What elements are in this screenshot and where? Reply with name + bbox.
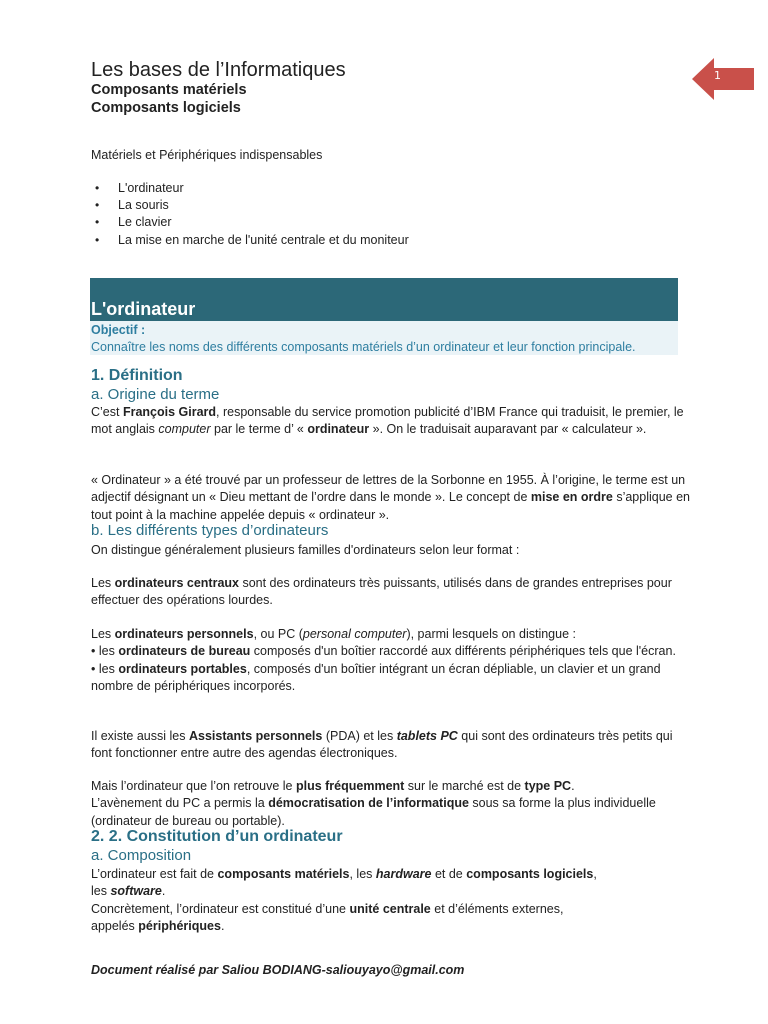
paragraph-types-3: Les ordinateurs personnels, ou PC (personal computer), parmi lesquels on distingue : • les ordinateurs de bureau composés d'un boîtier raccordé aux différents périphériques tels que l'écran. • les ordinateurs portables, composés d'un boîtier intégrant un écran dépliable, un clavier et un grand nombre de périphériques incorporés. (91, 627, 676, 693)
footer-credit: Document réalisé par Saliou BODIANG-saliouyayo@gmail.com (91, 963, 465, 977)
list-item: • L'ordinateur (91, 180, 409, 197)
bullet-list (91, 180, 409, 249)
heading-types: b. Les différents types d’ordinateurs (91, 522, 329, 539)
list-item: • La mise en marche de l'unité centrale et du moniteur (91, 232, 409, 249)
page-number: 1 (714, 69, 721, 82)
paragraph-types-5: Mais l’ordinateur que l’on retrouve le plus fréquemment sur le marché est de type PC. L’avènement du PC a permis la démocratisation de l’informatique sous sa forme la plus individuelle (ordinateur de bureau ou portable). (91, 779, 656, 828)
list-item: • Le clavier (91, 214, 409, 231)
document-title: Les bases de l’Informatiques (91, 59, 346, 81)
list-item: • La souris (91, 197, 409, 214)
paragraph-origine-2: « Ordinateur » a été trouvé par un professeur de lettres de la Sorbonne en 1955. À l’origine, le terme est un adjectif désignant un « Dieu mettant de l’ordre dans le monde ». Le concept de mise en ordre s’applique en tout point à la machine appelée depuis « ordinateur ». (91, 473, 691, 522)
section-title: L'ordinateur (91, 299, 196, 319)
paragraph-types-4: Il existe aussi les Assistants personnels (PDA) et les tablets PC qui sont des ordinateurs très petits qui font fonctionner entre autre des agendas électroniques. (91, 729, 673, 761)
intro-heading: Matériels et Périphériques indispensables (91, 148, 323, 162)
heading-constitution: 2. 2. Constitution d’un ordinateur (91, 828, 343, 845)
objective-text: Connaître les noms des différents composants matériels d’un ordinateur et leur fonction principale. (91, 340, 636, 354)
paragraph-types-1: On distingue généralement plusieurs familles d'ordinateurs selon leur format : (91, 543, 520, 557)
heading-composition: a. Composition (91, 847, 192, 864)
page-number-badge (692, 58, 754, 100)
objective-label: Objectif : (91, 323, 146, 337)
heading-definition: 1. Définition (91, 367, 183, 384)
paragraph-origine-1: C’est François Girard, responsable du service promotion publicité d’IBM France qui traduisit, le premier, le mot anglais computer par le terme d’ « ordinateur ». On le traduisait auparavant par « calculateur ». (91, 405, 684, 437)
heading-origine: a. Origine du terme (91, 386, 220, 403)
subtitle-software: Composants logiciels (91, 100, 241, 116)
left-arrow-icon (692, 58, 754, 100)
paragraph-types-2: Les ordinateurs centraux sont des ordinateurs très puissants, utilisés dans de grandes entreprises pour effectuer des opérations lourdes. (91, 576, 672, 608)
subtitle-hardware: Composants matériels (91, 82, 247, 98)
paragraph-composition: L’ordinateur est fait de composants matériels, les hardware et de composants logiciels, les software. Concrètement, l’ordinateur est constitué d’une unité centrale et d’éléments externes, appelés périphériques. (91, 867, 597, 933)
